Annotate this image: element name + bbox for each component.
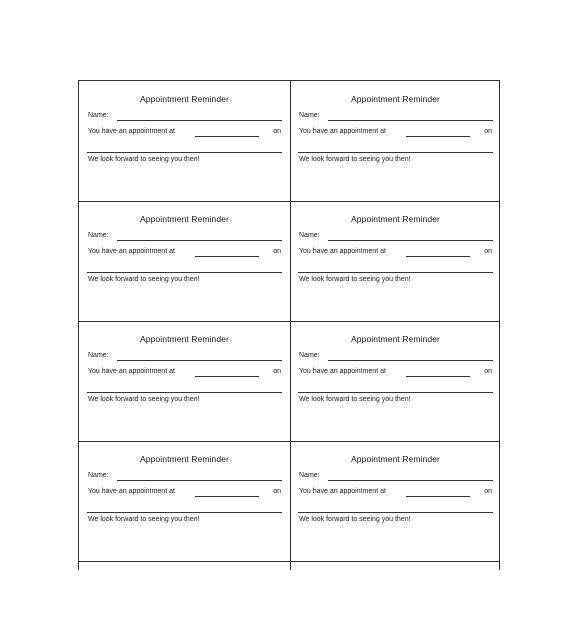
time-blank-line[interactable] — [195, 496, 259, 497]
reminder-card — [290, 321, 501, 441]
name-label: Name: — [299, 472, 320, 479]
on-text: on — [273, 128, 281, 135]
appointment-text: You have an appointment at — [88, 128, 175, 135]
name-blank-line[interactable] — [328, 240, 493, 241]
name-blank-line[interactable] — [117, 240, 282, 241]
reminder-card — [79, 441, 290, 561]
time-blank-line[interactable] — [406, 256, 470, 257]
name-blank-line[interactable] — [328, 360, 493, 361]
closing-text: We look forward to seeing you then! — [88, 156, 200, 163]
time-blank-line[interactable] — [406, 376, 470, 377]
date-blank-line[interactable] — [298, 272, 493, 273]
on-text: on — [273, 488, 281, 495]
time-blank-line[interactable] — [406, 496, 470, 497]
reminder-card — [290, 81, 501, 201]
closing-text: We look forward to seeing you then! — [299, 396, 411, 403]
card-title: Appointment Reminder — [351, 94, 440, 104]
card-title: Appointment Reminder — [140, 214, 229, 224]
time-blank-line[interactable] — [406, 136, 470, 137]
on-text: on — [484, 128, 492, 135]
reminder-card — [79, 201, 290, 321]
appointment-text: You have an appointment at — [88, 488, 175, 495]
closing-text: We look forward to seeing you then! — [299, 156, 411, 163]
name-blank-line[interactable] — [328, 480, 493, 481]
appointment-text: You have an appointment at — [299, 368, 386, 375]
appointment-text: You have an appointment at — [299, 488, 386, 495]
closing-text: We look forward to seeing you then! — [88, 396, 200, 403]
name-label: Name: — [88, 472, 109, 479]
row-divider — [79, 561, 499, 562]
name-blank-line[interactable] — [117, 120, 282, 121]
on-text: on — [273, 368, 281, 375]
closing-text: We look forward to seeing you then! — [88, 276, 200, 283]
name-label: Name: — [299, 352, 320, 359]
date-blank-line[interactable] — [87, 392, 282, 393]
name-label: Name: — [88, 352, 109, 359]
card-title: Appointment Reminder — [351, 454, 440, 464]
time-blank-line[interactable] — [195, 136, 259, 137]
appointment-text: You have an appointment at — [299, 248, 386, 255]
card-title: Appointment Reminder — [351, 334, 440, 344]
card-title: Appointment Reminder — [140, 454, 229, 464]
reminder-card — [79, 81, 290, 201]
reminder-card — [290, 201, 501, 321]
name-blank-line[interactable] — [117, 360, 282, 361]
appointment-text: You have an appointment at — [299, 128, 386, 135]
name-blank-line[interactable] — [328, 120, 493, 121]
date-blank-line[interactable] — [87, 272, 282, 273]
date-blank-line[interactable] — [298, 512, 493, 513]
card-title: Appointment Reminder — [140, 334, 229, 344]
name-label: Name: — [299, 112, 320, 119]
card-title: Appointment Reminder — [140, 94, 229, 104]
name-label: Name: — [88, 112, 109, 119]
on-text: on — [273, 248, 281, 255]
name-label: Name: — [299, 232, 320, 239]
closing-text: We look forward to seeing you then! — [299, 276, 411, 283]
reminder-card — [79, 321, 290, 441]
date-blank-line[interactable] — [87, 152, 282, 153]
card-title: Appointment Reminder — [351, 214, 440, 224]
date-blank-line[interactable] — [298, 152, 493, 153]
on-text: on — [484, 368, 492, 375]
name-blank-line[interactable] — [117, 480, 282, 481]
on-text: on — [484, 488, 492, 495]
closing-text: We look forward to seeing you then! — [299, 516, 411, 523]
appointment-text: You have an appointment at — [88, 248, 175, 255]
time-blank-line[interactable] — [195, 256, 259, 257]
date-blank-line[interactable] — [298, 392, 493, 393]
time-blank-line[interactable] — [195, 376, 259, 377]
reminder-card — [290, 441, 501, 561]
reminder-card-sheet — [78, 80, 500, 570]
appointment-text: You have an appointment at — [88, 368, 175, 375]
date-blank-line[interactable] — [87, 512, 282, 513]
closing-text: We look forward to seeing you then! — [88, 516, 200, 523]
on-text: on — [484, 248, 492, 255]
name-label: Name: — [88, 232, 109, 239]
